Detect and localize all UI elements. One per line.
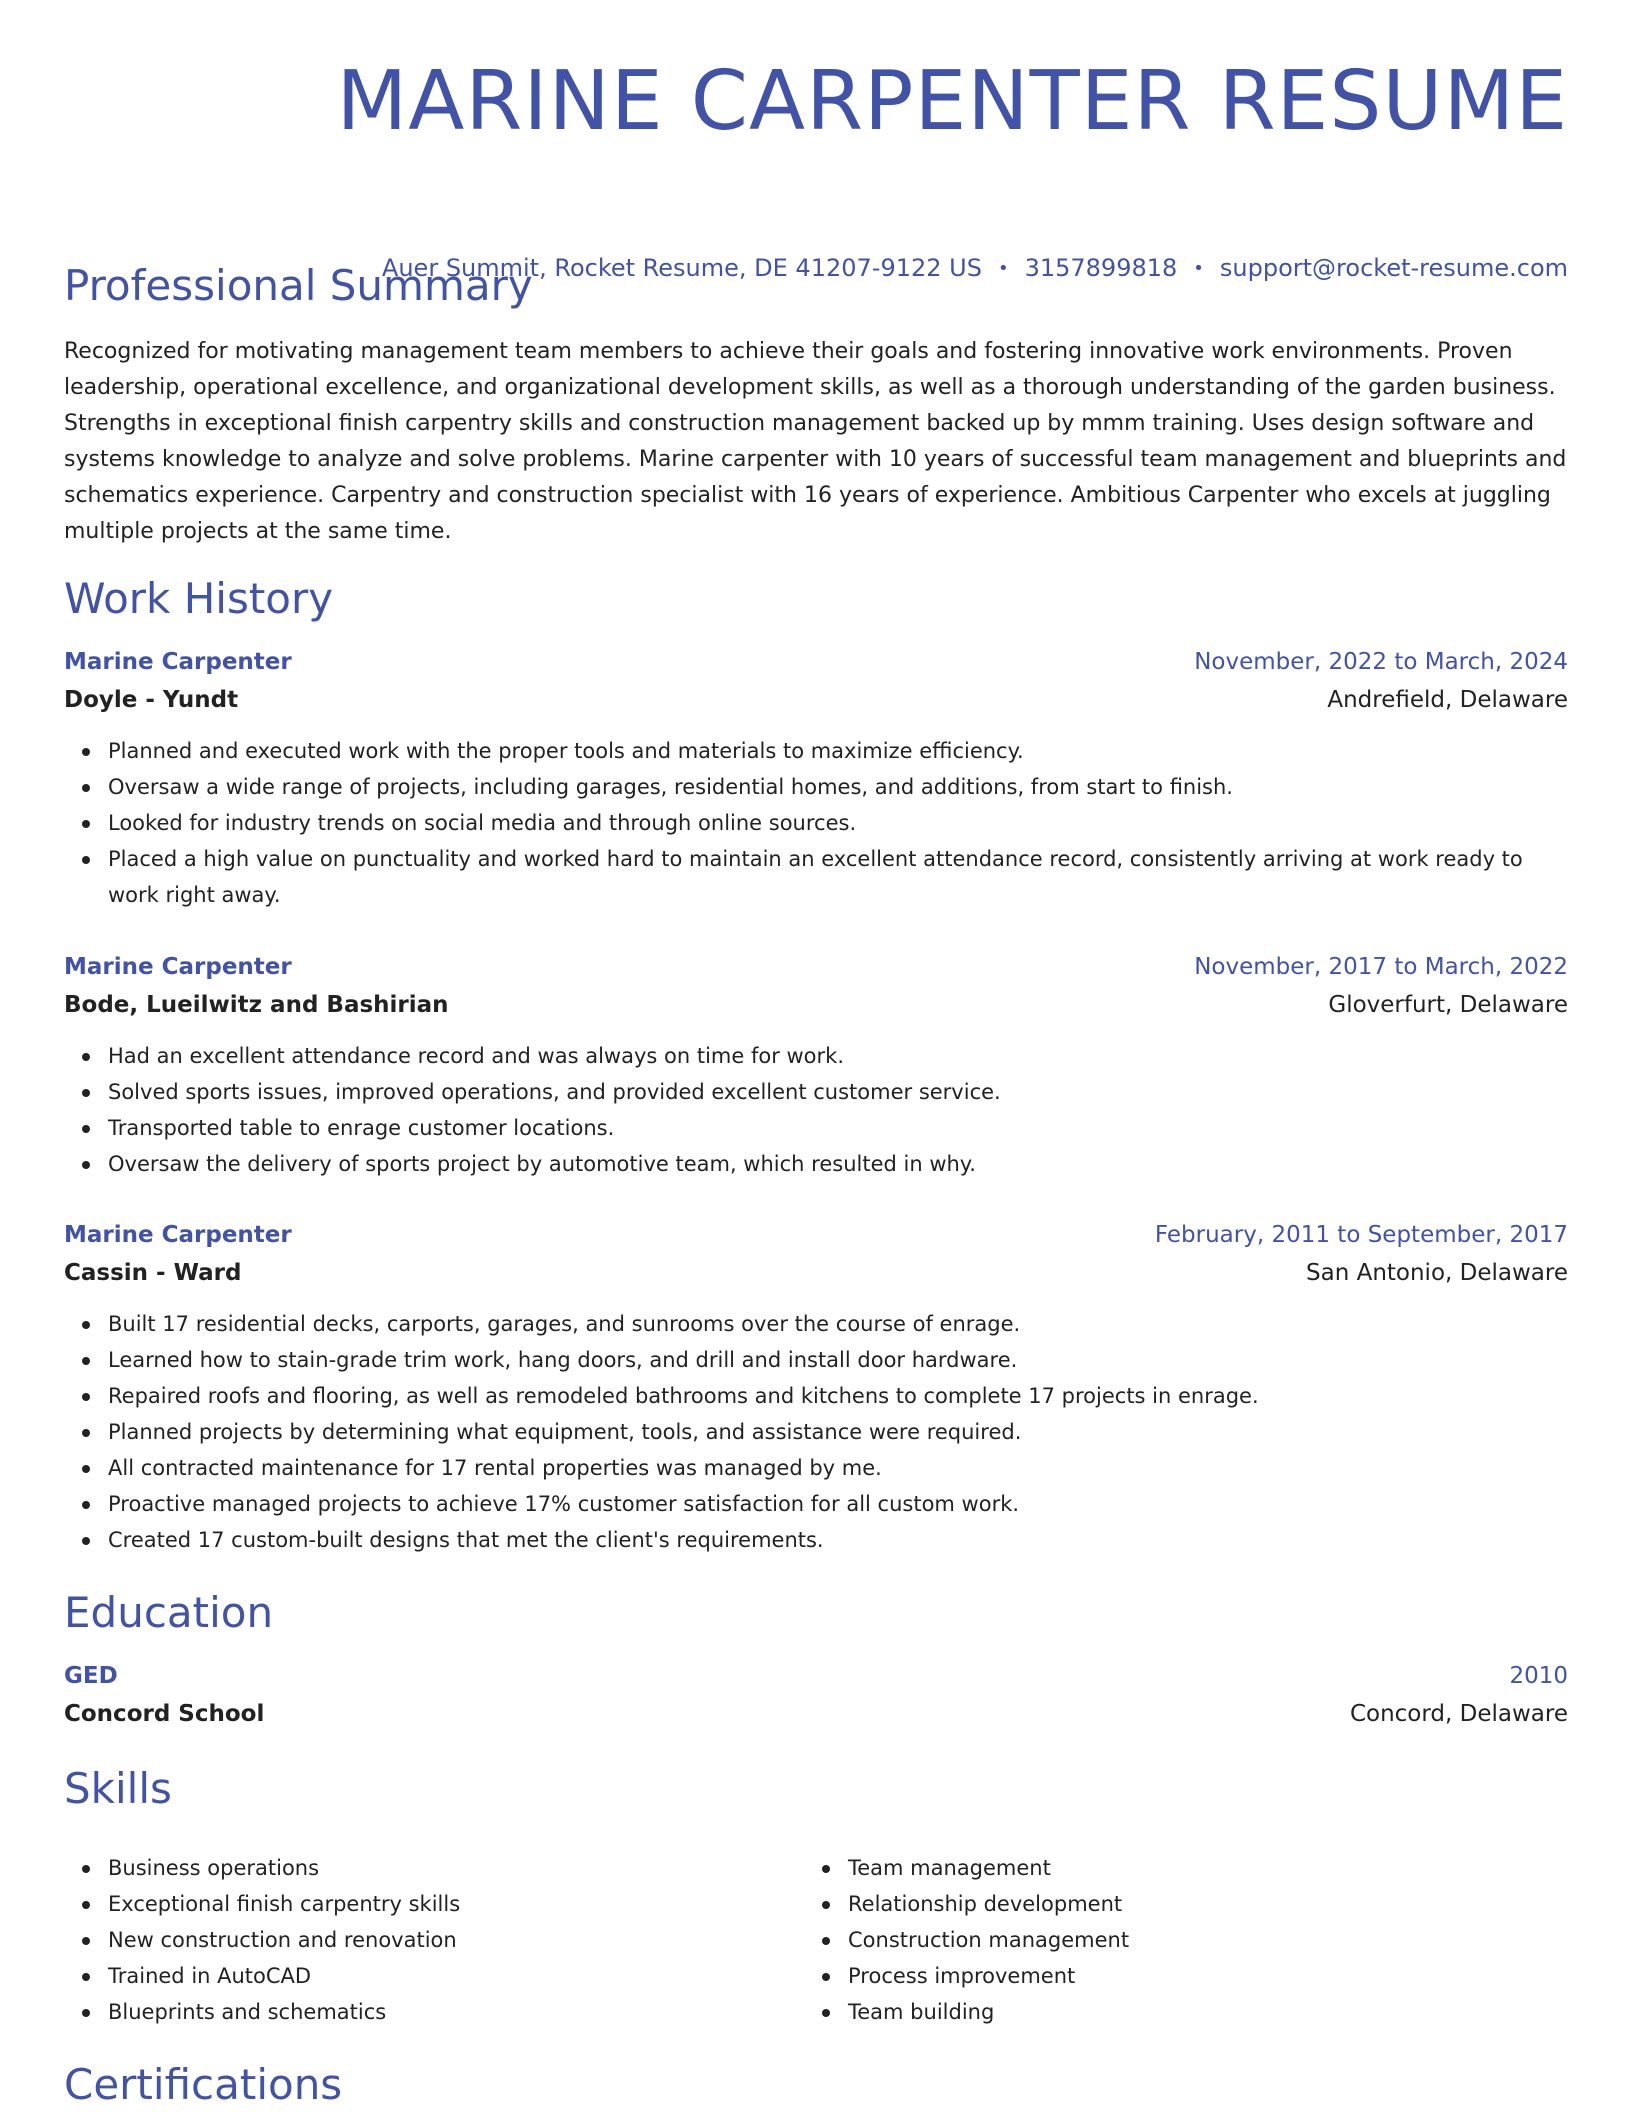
contact-phone: 3157899818 xyxy=(1024,254,1178,282)
job-company: Cassin - Ward xyxy=(64,1260,242,1286)
job-bullet: Planned and executed work with the proper tools and materials to maximize efficiency. xyxy=(108,733,1568,769)
job-bullet: Proactive managed projects to achieve 17% customer satisfaction for all custom work. xyxy=(108,1486,1568,1522)
job-title: Marine Carpenter xyxy=(64,649,292,675)
section-title-education: Education xyxy=(64,1588,274,1637)
skills-column-right xyxy=(804,1850,1544,2030)
resume-title: MARINE CARPENTER RESUME xyxy=(336,54,1568,149)
skill-item: Process improvement xyxy=(848,1958,1544,1994)
education-header-row xyxy=(64,1657,1568,1695)
skill-item: Team building xyxy=(848,1994,1544,2030)
education-school-row xyxy=(64,1695,1568,1733)
skill-item: Blueprints and schematics xyxy=(108,1994,804,2030)
contact-address: Auer Summit, Rocket Resume, DE 41207-9122 US xyxy=(381,254,982,282)
job-dates: November, 2022 to March, 2024 xyxy=(1194,649,1568,675)
job-dates: November, 2017 to March, 2022 xyxy=(1194,954,1568,980)
skills-column-left xyxy=(64,1850,804,2030)
job-bullet: Placed a high value on punctuality and worked hard to maintain an excellent attendance record, consistently arriving at work ready to work right away. xyxy=(108,841,1568,913)
section-title-work-history: Work History xyxy=(64,574,334,623)
resume-header xyxy=(64,0,1568,152)
job-entry xyxy=(64,948,1568,1182)
job-bullets xyxy=(64,1306,1568,1558)
job-bullet: Planned projects by determining what equipment, tools, and assistance were required. xyxy=(108,1414,1568,1450)
contact-line xyxy=(382,252,1568,287)
job-bullet: Had an excellent attendance record and was always on time for work. xyxy=(108,1038,1568,1074)
skill-item: Business operations xyxy=(108,1850,804,1886)
education-location: Concord, Delaware xyxy=(1349,1701,1568,1727)
separator-dot: • xyxy=(1193,258,1204,279)
job-company-row xyxy=(64,986,1568,1024)
job-title: Marine Carpenter xyxy=(64,954,292,980)
skill-item: Exceptional finish carpentry skills xyxy=(108,1886,804,1922)
job-company: Doyle - Yundt xyxy=(64,687,239,713)
education-degree: GED xyxy=(64,1663,118,1689)
education-entry xyxy=(64,1657,1568,1733)
education-school: Concord School xyxy=(64,1701,265,1727)
skill-item: Trained in AutoCAD xyxy=(108,1958,804,1994)
job-bullet: Repaired roofs and flooring, as well as remodeled bathrooms and kitchens to complete 17 projects in enrage. xyxy=(108,1378,1568,1414)
job-bullet: Oversaw a wide range of projects, including garages, residential homes, and additions, from start to finish. xyxy=(108,769,1568,805)
job-bullets xyxy=(64,1038,1568,1182)
job-bullet: Solved sports issues, improved operations, and provided excellent customer service. xyxy=(108,1074,1568,1110)
section-title-summary: Professional Summary xyxy=(64,261,533,310)
job-bullet: Created 17 custom-built designs that met the client's requirements. xyxy=(108,1522,1568,1558)
job-location: Andrefield, Delaware xyxy=(1327,687,1568,713)
job-header-row xyxy=(64,1216,1568,1254)
job-bullet: Transported table to enrage customer locations. xyxy=(108,1110,1568,1146)
job-entry xyxy=(64,643,1568,913)
job-company-row xyxy=(64,681,1568,719)
section-title-skills: Skills xyxy=(64,1764,172,1813)
job-location: San Antonio, Delaware xyxy=(1306,1260,1568,1286)
job-bullets xyxy=(64,733,1568,913)
summary-text: Recognized for motivating management team members to achieve their goals and fostering innovative work environments. Proven leadership, operational excellence, and organizational development skills, as well as a thorough understanding of the garden business. Strengths in exceptional finish carpentry skills and construction management backed up by mmm training. Uses design software and systems knowledge to analyze and solve problems. Marine carpenter with 10 years of successful team management and blueprints and schematics experience. Carpentry and construction specialist with 16 years of experience. Ambitious Carpenter who excels at juggling multiple projects at the same time. xyxy=(64,339,1567,544)
job-bullet: Learned how to stain-grade trim work, hang doors, and drill and install door hardware. xyxy=(108,1342,1568,1378)
job-company: Bode, Lueilwitz and Bashirian xyxy=(64,992,449,1018)
job-dates: February, 2011 to September, 2017 xyxy=(1154,1222,1568,1248)
job-title: Marine Carpenter xyxy=(64,1222,292,1248)
skill-item: Relationship development xyxy=(848,1886,1544,1922)
job-entry xyxy=(64,1216,1568,1558)
job-bullet: Looked for industry trends on social media and through online sources. xyxy=(108,805,1568,841)
job-location: Gloverfurt, Delaware xyxy=(1328,992,1568,1018)
section-title-certifications: Certifications xyxy=(64,2060,343,2109)
job-bullet: Built 17 residential decks, carports, garages, and sunrooms over the course of enrage. xyxy=(108,1306,1568,1342)
job-company-row xyxy=(64,1254,1568,1292)
job-bullet: All contracted maintenance for 17 rental properties was managed by me. xyxy=(108,1450,1568,1486)
skill-item: Construction management xyxy=(848,1922,1544,1958)
job-header-row xyxy=(64,948,1568,986)
job-bullet: Oversaw the delivery of sports project by automotive team, which resulted in why. xyxy=(108,1146,1568,1182)
skill-item: Team management xyxy=(848,1850,1544,1886)
separator-dot: • xyxy=(997,258,1009,279)
job-header-row xyxy=(64,643,1568,681)
skills-list xyxy=(64,1850,1568,2030)
skill-item: New construction and renovation xyxy=(108,1922,804,1958)
education-year: 2010 xyxy=(1509,1663,1568,1689)
contact-email: support@rocket-resume.com xyxy=(1219,254,1568,282)
